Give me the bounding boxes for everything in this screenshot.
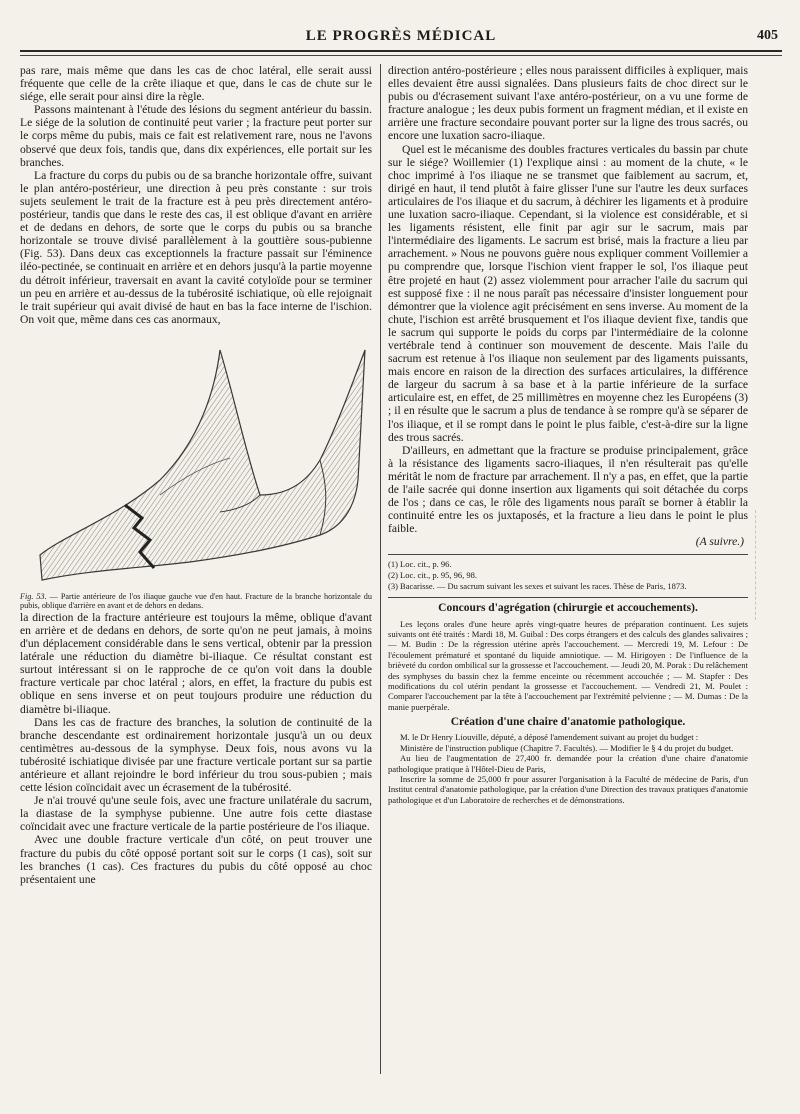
figure-caption-text: — Partie antérieure de l'os iliaque gauche vue d'en haut. Fracture de la branche horizontale du pubis, oblique d'arrière en avant et de dehors en dedans. (20, 591, 372, 611)
paragraph: Avec une double fracture verticale d'un côté, on peut trouver une fracture du pubis du côté opposé portant soit sur le corps (1 cas), soit sur les branches (1 cas). Ces fractures du pubis du côté opposé au choc présentaient une (20, 833, 372, 886)
paragraph: la direction de la fracture antérieure est toujours la même, oblique d'avant en arrière et de dedans en dehors, de sorte qu'on ne peut jamais, à moins d'un déplacement considérable dans le sens vertical, obtenir par la pression latérale une réduction du diamètre bi-iliaque. Ce résultat constant est surtout intéressant si on le rapproche de ce qu'on voit dans la double fracture verticale par choc latéral ; alors, en effet, la fracture du pubis est oblique en sens inverse et on peut toujours produire une réduction du diamètre bi-iliaque. (20, 610, 372, 716)
news-text: Les leçons orales d'une heure après vingt-quatre heures de préparation continuent. Les sujets suivants ont été traités : Mardi 18, M. Guibal : Des corps étrangers et des calculs des glandes salivaires ; — M. Budin : De la régression utérine après l'accouchement. — Mercredi 19, M. Lefour : De l'écoulement prématuré et spontané du liquide amniotique. — M. Hirigoyen : De l'influence de la brièveté du cordon ombilical sur la grossesse et l'accouchement. — Jeudi 20, M. Porak : Du relâchement des symphyses du bassin chez la femme enceinte ou récemment accouchée ; — M. Stapfer : Des modifications du col utérin pendant la grossesse et l'accouchement. — Vendredi 21, M. Poulet : Comparer l'accouchement par la tête à l'accouchement par l'extrémité pelvienne ; — M. Dumas : De la manie puerpérale. (388, 618, 748, 712)
news-title: Création d'une chaire d'anatomie pathologique. (450, 716, 686, 729)
news-title: Concours d'agrégation (chirurgie et accouchements). (438, 602, 698, 615)
journal-title: LE PROGRÈS MÉDICAL (305, 28, 497, 44)
paragraph: Passons maintenant à l'étude des lésions du segment antérieur du bassin. Le siége de la solution de continuité peut varier ; la fracture peut porter sur le corps même du pubis, mais ce fait est relativement rare, nous ne l'avons observé que deux fois, tandis que, dans dix expériences, elle portait sur les branches. (20, 103, 372, 169)
running-head (20, 24, 782, 52)
news-item (388, 619, 748, 713)
paragraph: Je n'ai trouvé qu'une seule fois, avec une fracture unilatérale du sacrum, la diastase de la symphyse pubienne. Une autre fois cette diastase coïncidait avec une fracture verticale de la partie postérieure de l'os iliaque. (20, 794, 372, 834)
news-rule (388, 597, 748, 598)
paragraph: direction antéro-postérieure ; elles nous paraissent difficiles à expliquer, mais elles devaient être aussi signalées. Dans plusieurs faits de choc direct sur le pubis ou d'écrasement suivant l'axe antéro-postérieur, on a vu une forme de fracture analogue ; les deux pubis forment un fragment médian, et il existe en arrière une fracture secondaire pouvant porter sur la ligne des trous sacrés, ou encore une luxation sacro-iliaque. (388, 64, 748, 143)
figure-caption-label: Fig. 53. (20, 591, 47, 601)
footnotes (388, 559, 748, 591)
paragraph: Quel est le mécanisme des doubles fractures verticales du bassin par chute sur le siége? Woillemier (1) l'explique ainsi : au moment de la chute, « le choc imprimé à l'os iliaque ne se transmet que faiblement au sacrum, et, dirigé en haut, il tend plutôt à faire glisser l'une sur l'autre les deux surfaces articulaires de l'os iliaque et du sacrum, à déchirer les ligaments et à produire une luxation sacro-iliaque. Cependant, si la violence est considérable, et si les ligaments résistent, elle finit par agir sur le sacrum, mais par l'intermédiaire des ligaments. Le sacrum est brisé, mais la fracture a lieu par arrachement. » Nous ne pouvons guère nous expliquer comment Voillemier a pu comprendre que, lorsque l'ischion vient frapper le sol, l'os iliaque peut être projeté en haut (2) assez violemment pour arracher l'aile du sacrum qui est supposé fixe : il ne nous paraît pas nécessaire d'insister longuement pour démontrer que la violence agit précisément en sens inverse. Au moment de la chute, l'ischion est arrêté brusquement et l'os iliaque devient fixe, tandis que le sacrum qui supporte le poids du corps par l'intermédiaire de la colonne vertébrale tend à continuer son mouvement de descente. Mais l'aile du sacrum est retenue à l'os iliaque non seulement par des ligaments puissants, mais encore en raison de la direction des surfaces articulaires, la différence de largeur du sacrum à sa base et à la partie inférieure de la surface articulaire est, en effet, de 25 millimètres en moyenne chez les Européens (3) ; il en résulte que le sacrum a plus de tendance à se rompre qu'à se séparer de l'os iliaque, et il se rompt dans le point le plus faible, c'est-à-dire sur la ligne des trous sacrés. (388, 142, 748, 444)
footnote: (3) Bacarisse. — Du sacrum suivant les sexes et suivant les races. Thèse de Paris, 1873. (388, 581, 687, 592)
bone-outline (40, 350, 365, 580)
left-column (20, 64, 372, 886)
library-stamp-mark (755, 510, 800, 620)
right-column (388, 64, 748, 805)
news-item (388, 732, 748, 805)
column-divider (380, 64, 381, 1074)
news-text: Au lieu de l'augmentation de 27,400 fr. demandée pour la création d'une chaire d'anatomie pathologique pratique à l'Hôtel-Dieu de Paris, (388, 753, 748, 774)
page-number: 405 (757, 28, 778, 43)
footnote-rule (388, 554, 748, 555)
figure-caption (20, 592, 372, 611)
to-be-continued: (A suivre.) (695, 535, 744, 549)
footnote: (1) Loc. cit., p. 96. (388, 559, 452, 570)
paragraph: D'ailleurs, en admettant que la fracture se produise principalement, grâce à la résistance des ligaments sacro-iliaques, il n'en résulterait pas qu'elle méritât le nom de fracture par arrachement. Il n'y a pas, en effet, que la partie de l'aile sacrée qui donne insertion aux ligaments qui soit détachée du corps de l'os ; dans ce cas, le rôle des ligaments nous paraît se borner à établir la continuité entre les os juxtaposés, et la fracture a lieu dans le point le plus faible. (388, 443, 748, 536)
news-text: Inscrire la somme de 25,000 fr pour assurer l'organisation à la Faculté de médecine de Paris, d'un Institut central d'anatomie pathologique, par la création d'une Direction des travaux pratiques d'anatomie pathologique et d'un Laboratoire de recherches et de démonstrations. (388, 773, 748, 805)
figure-53 (20, 330, 372, 590)
paragraph: La fracture du corps du pubis ou de sa branche horizontale offre, suivant le plan antéro-postérieur, une direction à peu près constante : sur trois sujets seulement le trait de la fracture est à peu près directement antéro-postérieur, tandis que dans le reste des cas, il est oblique d'avant en arrière et de dedans en dehors, de sorte que le corps du pubis ou sa branche horizontale se trouve divisé parallèlement à la gouttière sous-pubienne (Fig. 53). Dans deux cas exceptionnels la fracture passait sur l'éminence iléo-pectinée, se continuait en arrière et en dehors jusqu'à la partie moyenne du détroit inférieur, traversait en avant la cavité cotyloïde pour se terminer un peu en arrière et au-dessus de la tubérosité ischiatique, où elle rejoignait le trait supérieur qui avait divisé de haut en bas la face interne de l'ischion. On voit que, même dans ces cas anormaux, (20, 168, 372, 326)
news-text: M. le Dr Henry Liouville, député, a déposé l'amendement suivant au projet du budget : (400, 732, 699, 743)
news-text: Ministère de l'instruction publique (Chapitre 7. Facultés). — Modifier le § 4 du projet du budget. (400, 742, 734, 753)
paragraph: pas rare, mais même que dans les cas de choc latéral, elle serait aussi fréquente que celle de la crête iliaque et que, dans le cas de chute sur le siége, elle serait pour ainsi dire la règle. (20, 64, 372, 104)
pelvis-fracture-illustration (20, 330, 372, 590)
paragraph: Dans les cas de fracture des branches, la solution de continuité de la branche descendante est ordinairement horizontale jusqu'à un ou deux centimètres au-dessous de la symphyse. Deux fois, nous avons vu la tubérosité ischiatique divisée par une fracture verticale portant sur sa partie antérieure et allant rejoindre le bord inférieur du trou sous-pubien ; mais cette lésion coïncidait avec un écrasement de la tubérosité. (20, 715, 372, 795)
header-rule (20, 55, 782, 56)
footnote: (2) Loc. cit., p. 95, 96, 98. (388, 570, 477, 581)
